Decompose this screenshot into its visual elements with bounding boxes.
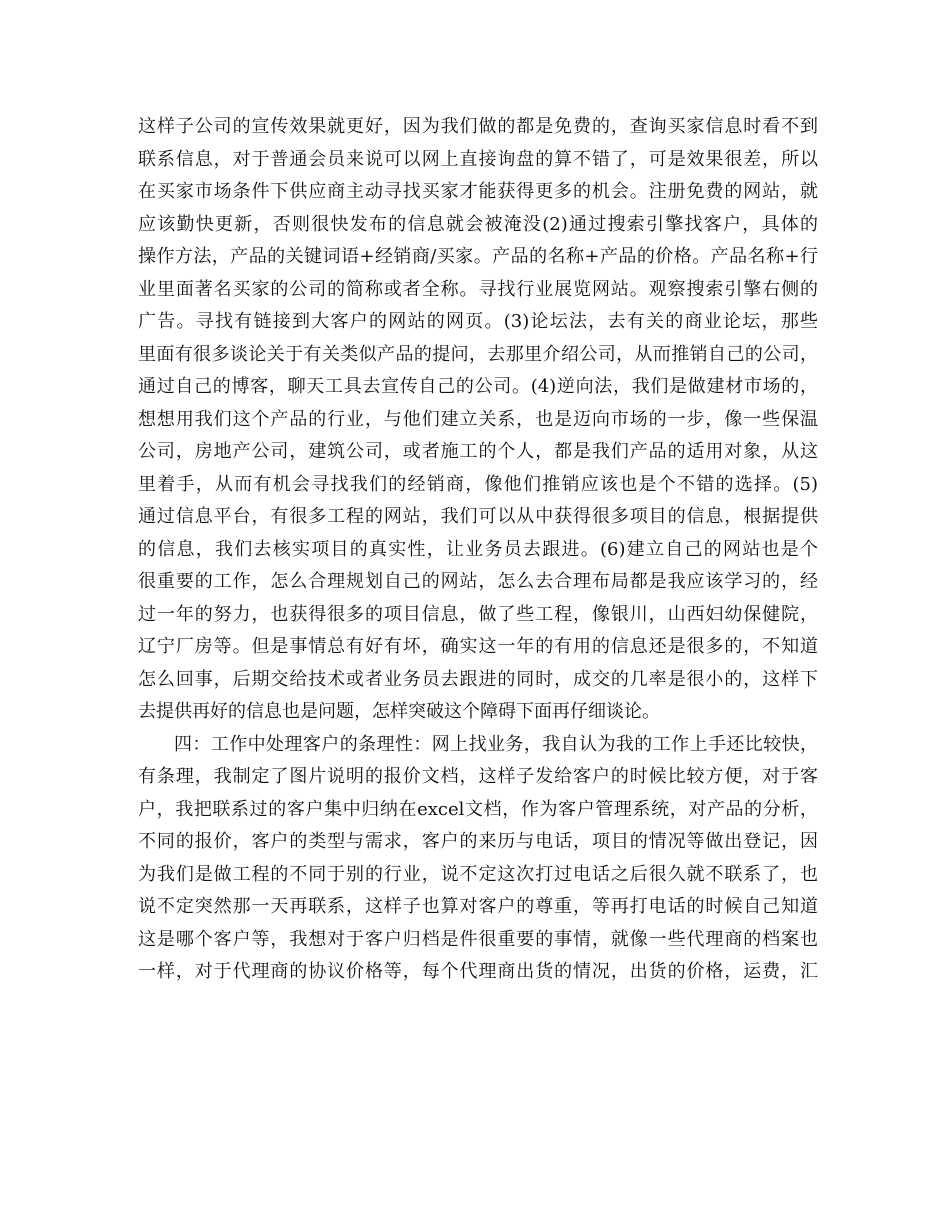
text-line: 说不定突然那一天再联系，这样子也算对客户的尊重，等再打电话的时候自己知道 bbox=[138, 896, 818, 917]
text-line: 很重要的工作，怎么合理规划自己的网站，怎么去合理布局都是我应该学习的，经 bbox=[138, 571, 818, 592]
text-line: 的信息，我们去核实项目的真实性，让业务员去跟进。(6)建立自己的网站也是个 bbox=[138, 538, 818, 560]
text-line: 通过自己的博客，聊天工具去宣传自己的公司。(4)逆向法，我们是做建材市场的， bbox=[138, 376, 818, 397]
text-line: 在买家市场条件下供应商主动寻找买家才能获得更多的机会。注册免费的网站，就 bbox=[138, 181, 818, 202]
text-line: 操作方法，产品的关键词语+经销商/买家。产品的名称+产品的价格。产品名称+行 bbox=[138, 246, 818, 267]
text-line: 这是哪个客户等，我想对于客户归档是件很重要的事情，就像一些代理商的档案也 bbox=[138, 928, 818, 950]
text-line: 业里面著名买家的公司的简称或者全称。寻找行业展览网站。观察搜索引擎右侧的 bbox=[138, 278, 818, 300]
text-line: 为我们是做工程的不同于别的行业，说不定这次打过电话之后很久就不联系了，也 bbox=[138, 863, 818, 885]
text-line: 想想用我们这个产品的行业，与他们建立关系，也是迈向市场的一步，像一些保温 bbox=[138, 408, 818, 430]
text-line: 一样，对于代理商的协议价格等，每个代理商出货的情况，出货的价格，运费，汇 bbox=[138, 961, 818, 982]
text-line: 户，我把联系过的客户集中归纳在excel文档，作为客户管理系统，对产品的分析， bbox=[138, 798, 818, 820]
text-line: 应该勤快更新，否则很快发布的信息就会被淹没(2)通过搜索引擎找客户，具体的 bbox=[138, 213, 818, 235]
text-line: 这样子公司的宣传效果就更好，因为我们做的都是免费的，查询买家信息时看不到 bbox=[138, 116, 818, 137]
text-line: 有条理，我制定了图片说明的报价文档，这样子发给客户的时候比较方便，对于客 bbox=[138, 766, 818, 787]
text-line: 联系信息，对于普通会员来说可以网上直接询盘的算不错了，可是效果很差，所以 bbox=[138, 148, 818, 170]
text-line: 辽宁厂房等。但是事情总有好有坏，确实这一年的有用的信息还是很多的，不知道 bbox=[138, 636, 818, 657]
text-line-section-heading: 四：工作中处理客户的条理性：网上找业务，我自认为我的工作上手还比较快， bbox=[174, 733, 818, 755]
body-text bbox=[138, 111, 818, 989]
text-line: 怎么回事，后期交给技术或者业务员去跟进的同时，成交的几率是很小的，这样下 bbox=[138, 668, 818, 690]
text-line: 里面有很多谈论关于有关类似产品的提问，去那里介绍公司，从而推销自己的公司， bbox=[138, 343, 818, 365]
text-line: 里着手，从而有机会寻找我们的经销商，像他们推销应该也是个不错的选择。(5) bbox=[138, 473, 818, 495]
text-line: 广告。寻找有链接到大客户的网站的网页。(3)论坛法，去有关的商业论坛，那些 bbox=[138, 311, 818, 332]
text-line: 过一年的努力，也获得很多的项目信息，做了些工程，像银川，山西妇幼保健院， bbox=[138, 603, 818, 625]
text-line: 去提供再好的信息也是问题，怎样突破这个障碍下面再仔细谈论。 bbox=[138, 701, 660, 722]
text-line: 公司，房地产公司，建筑公司，或者施工的个人，都是我们产品的适用对象，从这 bbox=[138, 441, 818, 462]
text-line: 不同的报价，客户的类型与需求，客户的来历与电话，项目的情况等做出登记，因 bbox=[138, 831, 818, 852]
text-line: 通过信息平台，有很多工程的网站，我们可以从中获得很多项目的信息，根据提供 bbox=[138, 506, 818, 527]
